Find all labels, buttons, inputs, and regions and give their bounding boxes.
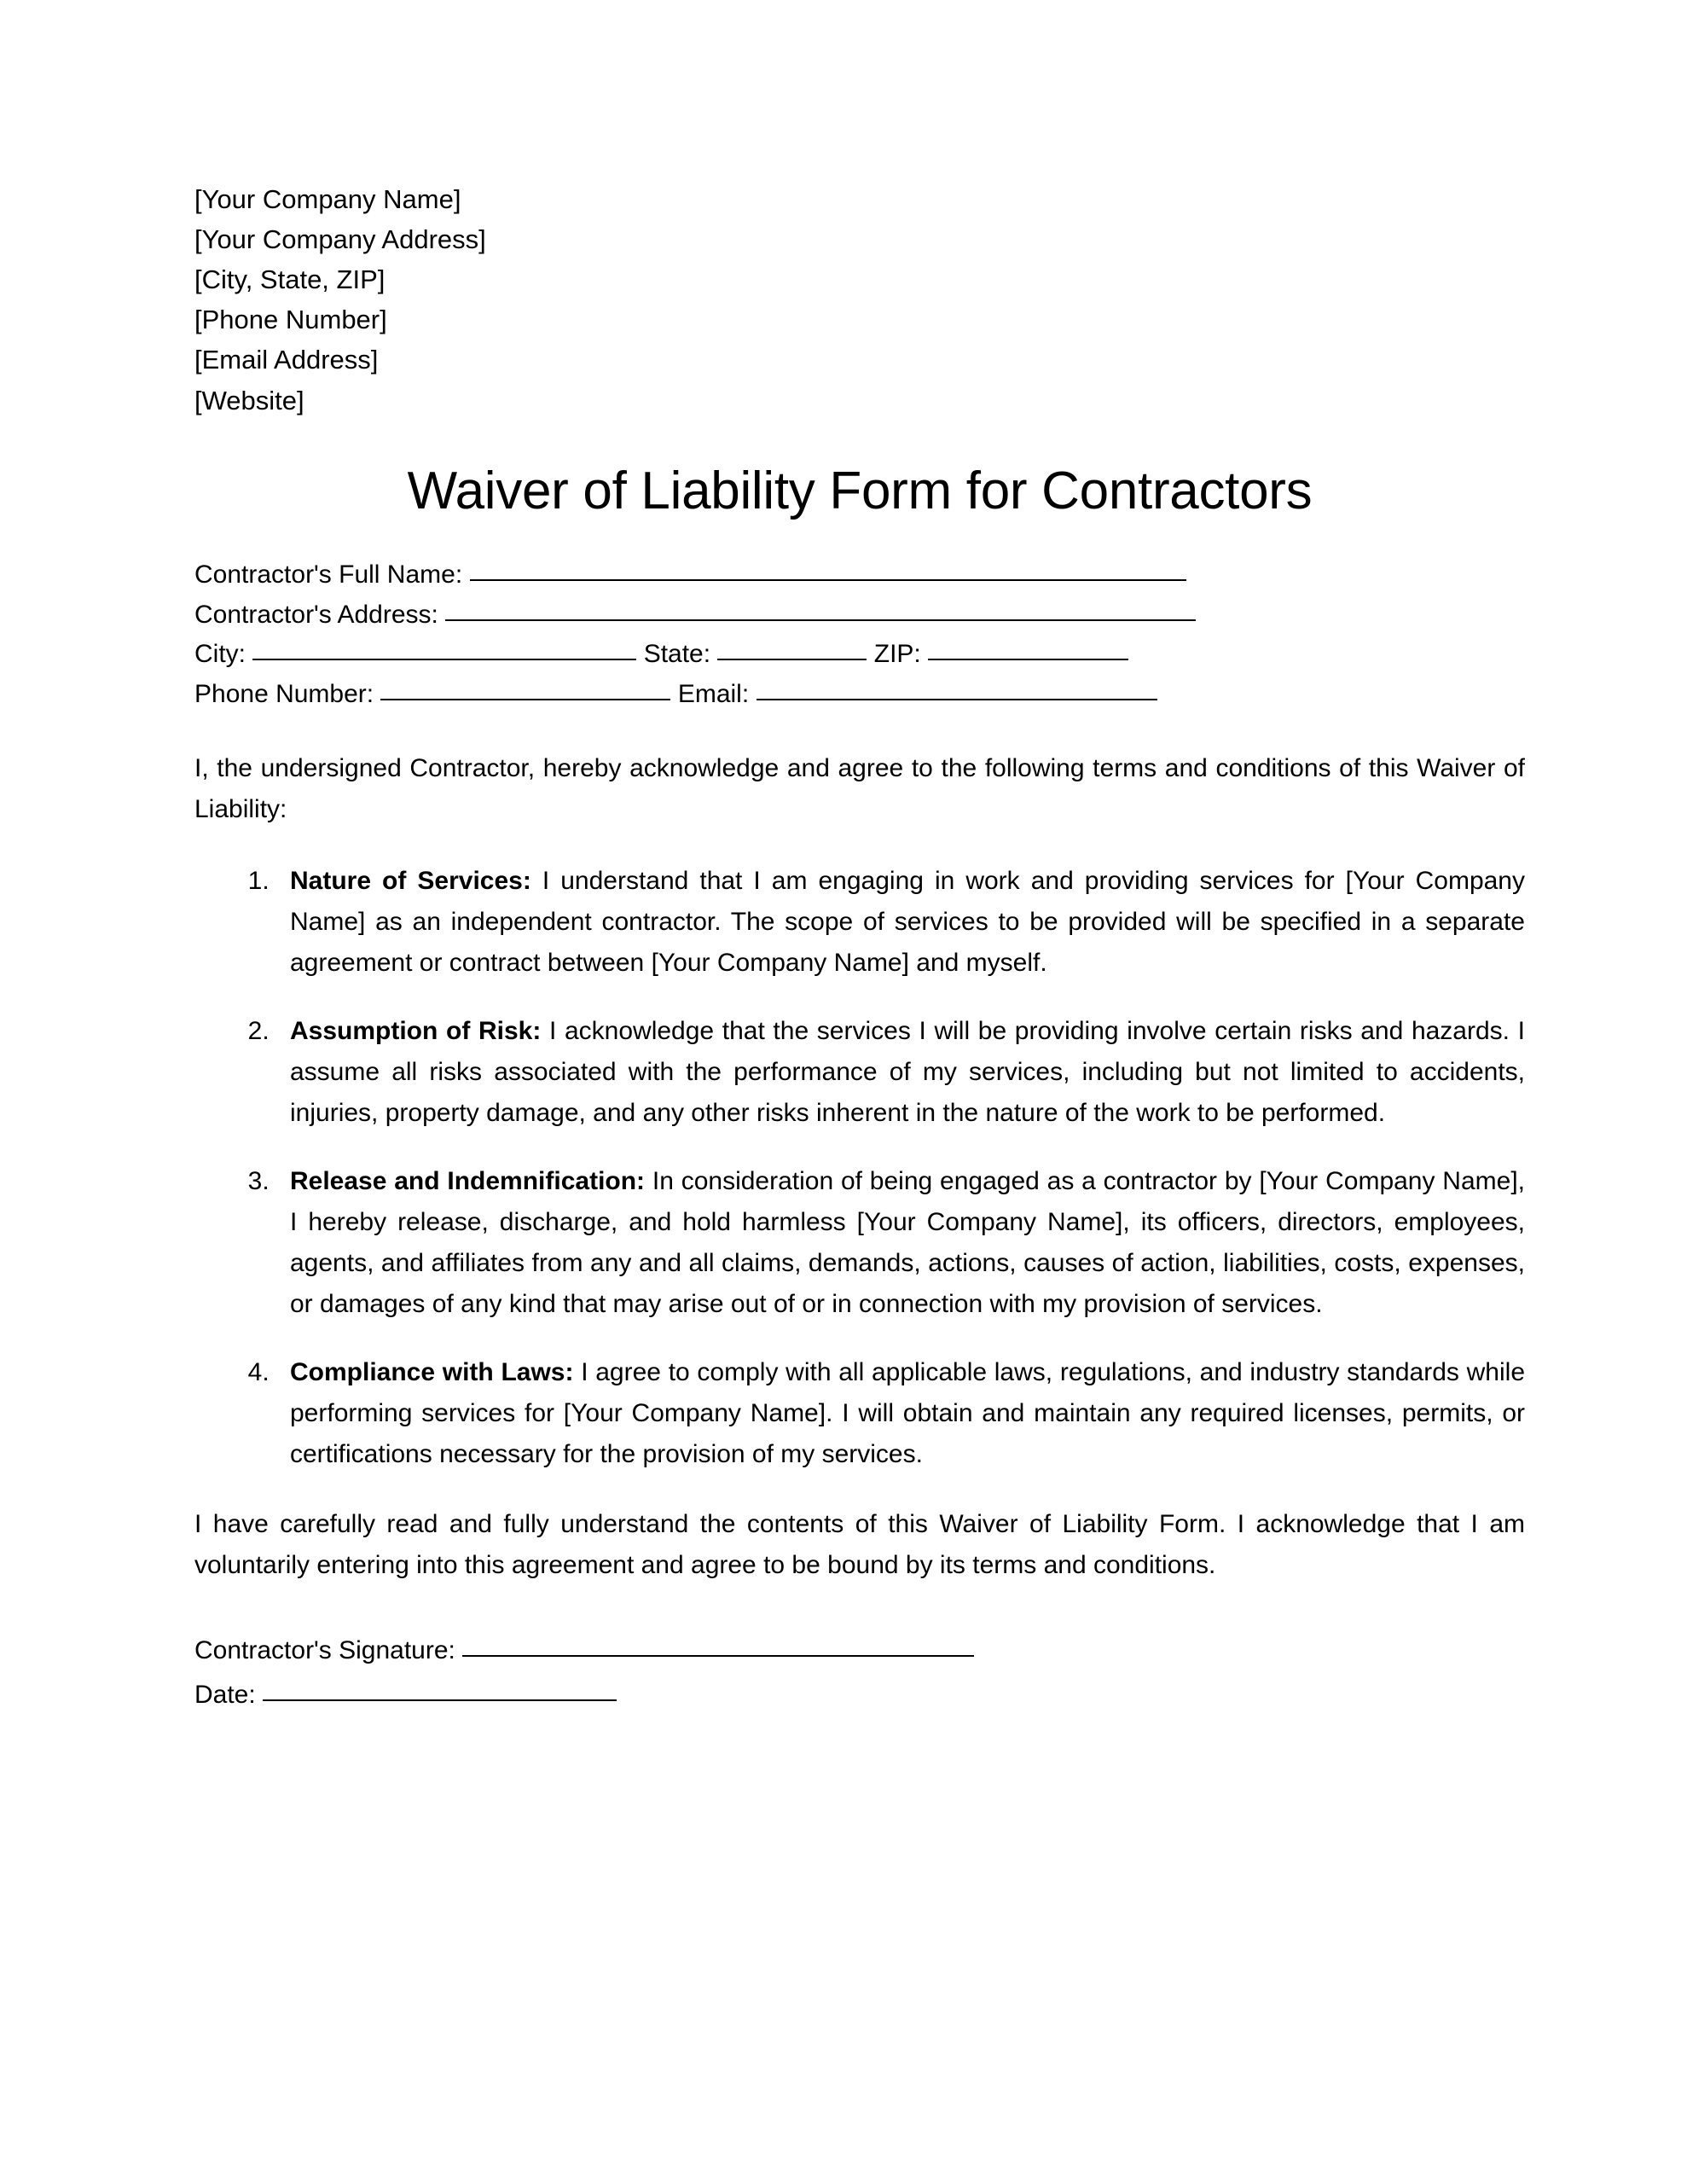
email-input-rule[interactable] (757, 699, 1157, 700)
email-label: Email: (677, 679, 750, 708)
clause-heading: Nature of Services: (290, 867, 531, 896)
letterhead-company-name: [Your Company Name] (194, 184, 461, 214)
clause-body: I acknowledge that the services I will be providing involve certain risks and hazards. I assume all risks associated with the performance of my services, including but not limited to accidents, injuries, property damage, and any other risks inherent in the nature of the work to be performed. (290, 1017, 1525, 1128)
clause-heading: Release and Indemnification: (290, 1167, 646, 1196)
date-row (194, 1675, 1525, 1716)
letterhead-phone: [Phone Number] (194, 305, 387, 335)
closing-paragraph: I have carefully read and fully understand the contents of this Waiver of Liability Form. I acknowledge that I am voluntarily entering into this agreement and agree to be bound by its terms and conditions. (194, 1510, 1525, 1580)
field-row-full-name (194, 555, 1525, 595)
list-item (276, 1011, 1525, 1134)
phone-label: Phone Number: (194, 679, 374, 708)
full-name-label: Contractor's Full Name: (194, 561, 463, 590)
city-input-rule[interactable] (252, 659, 636, 660)
clauses-list (194, 861, 1525, 1475)
full-name-input-rule[interactable] (470, 579, 1186, 581)
clause-body: I agree to comply with all applicable laws, regulations, and industry standards while performing services for [Your Company Name]. I will obtain and maintain any required licenses, permits, or certifications necessary for the provision of my services. (290, 1358, 1525, 1469)
state-label: State: (643, 640, 711, 669)
clause-heading: Assumption of Risk: (290, 1017, 542, 1046)
field-row-city-state-zip (194, 635, 1525, 675)
clause-body: In consideration of being engaged as a contractor by [Your Company Name], I hereby release, discharge, and hold harmless [Your Company Name], its officers, directors, employees, agents, and affiliates from any and all claims, demands, actions, causes of action, liabilities, costs, expenses, or damages of any kind that may arise out of or in connection with my provision of services. (290, 1167, 1526, 1319)
phone-input-rule[interactable] (380, 699, 670, 700)
signature-label: Contractor's Signature: (194, 1636, 455, 1665)
page-title: Waiver of Liability Form for Contractors (407, 461, 1313, 520)
signature-block (194, 1630, 1525, 1716)
list-item (276, 1352, 1525, 1475)
city-label: City: (194, 640, 246, 669)
contractor-info-fields (194, 555, 1525, 714)
letterhead (194, 179, 1525, 421)
clause-body: I understand that I am engaging in work and providing services for [Your Company Name] as an independent contractor. The scope of services to be provided will be specified in a separate agreement or contract between [Your Company Name] and myself. (290, 867, 1525, 978)
intro-paragraph: I, the undersigned Contractor, hereby acknowledge and agree to the following terms and conditions of this Waiver of Liability: (194, 754, 1525, 824)
clause-heading: Compliance with Laws: (290, 1358, 574, 1387)
letterhead-company-address: [Your Company Address] (194, 224, 486, 255)
field-row-address (194, 595, 1525, 636)
zip-input-rule[interactable] (928, 659, 1128, 660)
letterhead-website: [Website] (194, 385, 304, 415)
letterhead-email: [Email Address] (194, 345, 379, 375)
date-label: Date: (194, 1681, 256, 1710)
address-input-rule[interactable] (445, 619, 1196, 621)
address-label: Contractor's Address: (194, 600, 438, 629)
zip-label: ZIP: (873, 640, 921, 669)
list-item (276, 1161, 1525, 1325)
state-input-rule[interactable] (717, 659, 867, 660)
list-item (276, 861, 1525, 984)
signature-input-rule[interactable] (462, 1655, 974, 1657)
signature-row (194, 1630, 1525, 1671)
date-input-rule[interactable] (263, 1699, 617, 1701)
field-row-phone-email (194, 675, 1525, 715)
letterhead-city-state-zip: [City, State, ZIP] (194, 264, 386, 295)
